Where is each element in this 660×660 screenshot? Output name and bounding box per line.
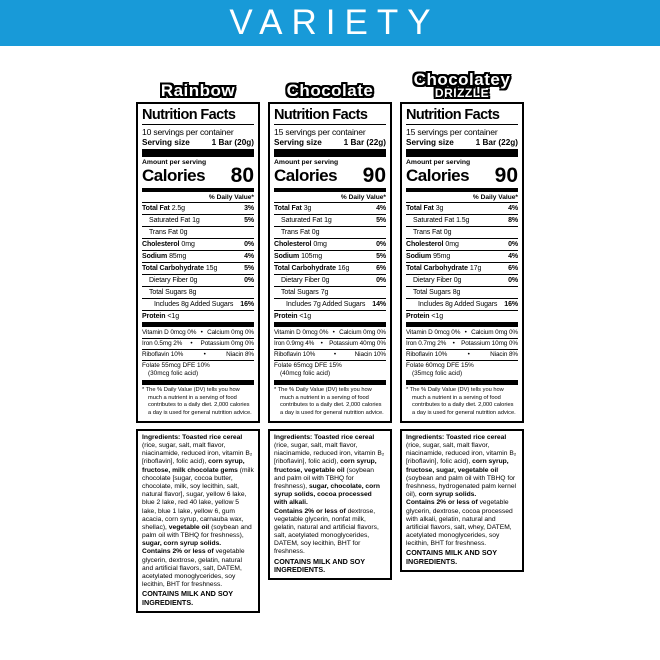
nutrient-daily-value: 16% [504, 301, 518, 309]
divider-thick [274, 322, 386, 327]
serving-size-label: Serving size [406, 137, 454, 147]
nutrient-amount: <1g [299, 313, 311, 321]
ingredients-paragraph [142, 590, 254, 608]
servings-per-container: 15 servings per container [274, 126, 366, 137]
nutrient-row [142, 226, 254, 238]
nutrient-daily-value: 4% [376, 205, 386, 213]
micronutrient-left: Riboflavin 10% [274, 350, 316, 358]
ingredient-bold-text: corn syrup, fructose, milk chocolate gems [142, 458, 245, 474]
nutrient-rows [274, 202, 386, 322]
nutrient-daily-value: 0% [244, 277, 254, 285]
ingredient-bold-text: corn syrup, fructose, sugar, vegetable oil [406, 458, 509, 474]
ingredient-bold-text: sugar, corn syrup solids. [142, 540, 222, 548]
amount-per-serving-label: Amount per serving [406, 159, 471, 166]
micronutrient-left: Vitamin D 0mcg 0% [406, 328, 461, 336]
daily-value-footnote: * The % Daily Value (DV) tells you how much a nutrient in a serving of food contributes to a daily diet. 2,000 calories a day is used for general nutrition advice. [406, 387, 516, 416]
nutrient-name: Total Carbohydrate [406, 265, 468, 273]
nutrient-name: Includes 8g Added Sugars [154, 301, 234, 309]
variety-subname: DRIZZLE [434, 86, 490, 100]
micronutrient-left: Riboflavin 10% [142, 350, 184, 358]
nutrient-amount: 0g [321, 277, 330, 285]
nutrient-amount: 1.5g [456, 217, 470, 225]
nutrient-daily-value: 6% [508, 265, 518, 273]
micronutrient-right: Calcium 0mg 0% [339, 328, 386, 336]
folate-row [274, 361, 386, 381]
daily-value-header: % Daily Value* [340, 193, 386, 201]
micronutrient-right: Potassium 40mg 0% [329, 339, 386, 347]
micronutrient-left: Vitamin D 0mcg 0% [274, 328, 329, 336]
nutrient-row [406, 250, 518, 262]
nutrient-row [406, 274, 518, 286]
daily-value-header: % Daily Value* [472, 193, 518, 201]
ingredient-text: dextrose, vegetable glycerin, nonfat milk, gelatin, natural and artificial flavors, salt, acetylated monoglycerides, DATEM, soy lecithin, BHT for freshness. [274, 507, 379, 556]
variety-column-chocolatey-drizzle [400, 56, 524, 613]
ingredients-paragraph [406, 434, 518, 499]
variety-name: Chocolatey [413, 70, 511, 89]
serving-size-row [406, 137, 518, 149]
variety-header [400, 56, 524, 102]
ingredient-bold-text: Contains 2% or less of [142, 548, 214, 556]
nutrient-row [274, 286, 386, 298]
bullet-separator: • [467, 350, 470, 358]
daily-value-footnote: * The % Daily Value (DV) tells you how much a nutrient in a serving of food contributes to a daily diet. 2,000 calories a day is used for general nutrition advice. [274, 387, 384, 416]
micronutrient-right: Calcium 0mg 0% [207, 328, 254, 336]
divider-thick [406, 322, 518, 327]
nutrient-amount: 8g [452, 289, 461, 297]
micronutrient-right: Niacin 10% [354, 350, 386, 358]
folate-row [142, 361, 254, 381]
nutrient-row [142, 262, 254, 274]
nutrition-facts-title: Nutrition Facts [406, 107, 518, 125]
nutrient-row [142, 214, 254, 226]
micronutrient-row [142, 350, 254, 361]
nutrient-daily-value: 6% [376, 265, 386, 273]
ingredient-bold-text: corn syrup solids. [418, 491, 477, 499]
ingredient-bold-text: Ingredients: Toasted rice cereal [142, 433, 243, 441]
ingredient-text: (soybean and palm oil with TBHQ for freshness), [274, 466, 374, 490]
nutrient-name: Total Carbohydrate [142, 265, 204, 273]
ingredient-text: (soybean and palm oil with TBHQ for freshness), [142, 523, 252, 540]
micronutrient-left: Riboflavin 10% [406, 350, 448, 358]
micronutrient-right: Niacin 8% [490, 350, 518, 358]
nutrient-daily-value: 0% [376, 277, 386, 285]
nutrient-name: Cholesterol [406, 241, 444, 249]
micronutrient-row [274, 328, 386, 339]
nutrient-row [142, 202, 254, 214]
nutrient-row [406, 214, 518, 226]
nutrient-row [406, 286, 518, 298]
nutrient-row [274, 250, 386, 262]
nutrient-name: Dietary Fiber [413, 277, 452, 285]
nutrient-row [274, 238, 386, 250]
nutrient-name: Dietary Fiber [149, 277, 188, 285]
nutrient-daily-value: 5% [244, 265, 254, 273]
nutrient-row [406, 310, 518, 322]
labels-row [0, 56, 660, 613]
calories-label: Calories [142, 166, 206, 185]
ingredient-bold-text: vegetable oil [168, 523, 210, 531]
ingredient-bold-text: corn syrup, fructose, vegetable oil [274, 458, 377, 474]
nutrient-row [406, 298, 518, 310]
bullet-separator: • [320, 339, 323, 347]
nutrient-row [274, 262, 386, 274]
variety-banner [0, 0, 660, 46]
daily-value-footnote: * The % Daily Value (DV) tells you how much a nutrient in a serving of food contributes to a daily diet. 2,000 calories a day is used for general nutrition advice. [142, 387, 252, 416]
nutrition-facts-panel [268, 102, 392, 423]
calories-value: 90 [362, 164, 386, 188]
nutrient-amount: 2.5g [171, 205, 185, 213]
micronutrient-rows [142, 328, 254, 361]
micronutrient-left: Iron 0.7mg 2% [406, 339, 447, 347]
nutrient-name: Saturated Fat [413, 217, 455, 225]
nutrient-name: Includes 8g Added Sugars [418, 301, 498, 309]
folate-line-2: (35mcg folic acid) [412, 370, 463, 378]
bullet-separator: • [333, 350, 337, 358]
nutrient-daily-value: 5% [376, 217, 386, 225]
serving-size-value: 1 Bar (22g) [475, 137, 518, 147]
amount-per-serving-label: Amount per serving [274, 159, 339, 166]
nutrient-name: Protein [274, 313, 298, 321]
nutrient-amount: 15g [205, 265, 218, 273]
nutrient-row [142, 238, 254, 250]
nutrient-name: Total Fat [406, 205, 434, 213]
nutrient-amount: 0g [189, 277, 198, 285]
nutrient-row [274, 298, 386, 310]
nutrient-amount: 0g [311, 229, 320, 237]
ingredients-panel [400, 429, 524, 572]
nutrient-name: Sodium [142, 253, 168, 261]
nutrient-name: Total Fat [142, 205, 170, 213]
folate-row [406, 361, 518, 381]
ingredient-text: vegetable glycerin, dextrose, cocoa processed with alkali, gelatin, natural and artificial flavors, salt, whey, DATEM, acetylated monoglycerides, soy lecithin, BHT for freshness. [406, 499, 513, 548]
nutrient-amount: 1g [324, 217, 332, 225]
micronutrient-right: Calcium 0mg 0% [471, 328, 518, 336]
nutrient-daily-value: 0% [508, 277, 518, 285]
divider-thick [406, 149, 518, 157]
ingredient-text: (milk chocolate [sugar, cocoa butter, chocolate, milk, soy lecithin, salt, natural flavor], sugar, yellow 6 lake, blue 2 lake, red 40 lake, yellow 5 lake, blue 1 lake, yellow 6, gum acacia, corn syrup, carnauba wax, shellac), [142, 466, 254, 531]
nutrient-name: Trans Fat [413, 229, 442, 237]
nutrient-name: Saturated Fat [281, 217, 323, 225]
serving-size-label: Serving size [142, 137, 190, 147]
calories-row [406, 166, 518, 186]
micronutrient-row [406, 339, 518, 350]
calories-label: Calories [406, 166, 470, 185]
ingredients-paragraph [142, 434, 254, 548]
nutrient-name: Total Fat [274, 205, 302, 213]
calories-value: 90 [494, 164, 518, 188]
micronutrient-row [142, 339, 254, 350]
serving-size-label: Serving size [274, 137, 322, 147]
variety-header [136, 56, 260, 102]
divider-thick [142, 322, 254, 327]
bullet-separator: • [200, 328, 203, 336]
nutrient-amount: 0mg [445, 241, 459, 249]
nutrient-amount: 1g [192, 217, 200, 225]
nutrient-amount: 85mg [169, 253, 187, 261]
variety-name: Rainbow [160, 81, 236, 100]
nutrient-row [406, 262, 518, 274]
calories-row [142, 166, 254, 186]
nutrient-row [274, 202, 386, 214]
calories-row [274, 166, 386, 186]
nutrient-row [406, 238, 518, 250]
serving-size-row [142, 137, 254, 149]
ingredients-panel [136, 429, 260, 613]
nutrient-daily-value: 4% [244, 253, 254, 261]
nutrient-rows [406, 202, 518, 322]
nutrient-name: Protein [142, 313, 166, 321]
ingredients-paragraph [142, 548, 254, 589]
ingredients-paragraph [406, 499, 518, 548]
nutrient-amount: 8g [188, 289, 197, 297]
nutrient-row [142, 250, 254, 262]
micronutrient-rows [406, 328, 518, 361]
nutrient-name: Trans Fat [149, 229, 178, 237]
nutrient-amount: 0g [453, 277, 462, 285]
folate-line-2: (40mcg folic acid) [280, 370, 331, 378]
nutrient-row [274, 226, 386, 238]
nutrient-name: Total Sugars [149, 289, 187, 297]
folate-line: Folate 60mcg DFE 15% [406, 362, 474, 370]
bullet-separator: • [464, 328, 467, 336]
ingredient-text: (rice, sugar, salt, malt flavor, niacinamide, reduced iron, vitamin B₂ [riboflavin], folic acid), [406, 442, 517, 466]
nutrient-row [274, 310, 386, 322]
divider-thick [274, 149, 386, 157]
folate-line: Folate 65mcg DFE 15% [274, 362, 342, 370]
nutrient-row [142, 298, 254, 310]
variety-name: Chocolate [286, 81, 374, 100]
nutrient-amount: 3g [303, 205, 312, 213]
micronutrient-row [274, 339, 386, 350]
nutrient-amount: 17g [469, 265, 482, 273]
nutrient-daily-value: 16% [240, 301, 254, 309]
variety-column-rainbow [136, 56, 260, 613]
micronutrient-right: Niacin 8% [226, 350, 254, 358]
nutrient-daily-value: 4% [508, 205, 518, 213]
nutrient-amount: 105mg [301, 253, 322, 261]
micronutrient-rows [274, 328, 386, 361]
nutrient-amount: 16g [337, 265, 350, 273]
nutrient-row [142, 286, 254, 298]
nutrient-name: Total Sugars [281, 289, 319, 297]
ingredient-text: vegetable glycerin, dextrose, gelatin, natural and artificial flavors, salt, DATEM, acetylated monoglycerides, soy lecithin, BHT for freshness. [142, 548, 245, 589]
servings-per-container: 10 servings per container [142, 126, 234, 137]
ingredient-bold-text: Contains 2% or less of [406, 499, 478, 507]
ingredient-bold-text: CONTAINS MILK AND SOY INGREDIENTS. [142, 589, 233, 608]
ingredient-text: (soybean and palm oil with TBHQ for freshness, hydrogenated palm kernel oil), [406, 474, 517, 499]
nutrient-amount: 95mg [433, 253, 451, 261]
nutrient-amount: <1g [167, 313, 179, 321]
nutrient-amount: 0g [443, 229, 452, 237]
nutrient-daily-value: 8% [508, 217, 518, 225]
ingredient-text: (rice, sugar, salt, malt flavor, niacinamide, reduced iron, vitamin B₂ [riboflavin], folic acid), [274, 442, 385, 466]
micronutrient-left: Vitamin D 0mcg 0% [142, 328, 197, 336]
ingredient-bold-text: CONTAINS MILK AND SOY INGREDIENTS. [274, 556, 365, 575]
nutrient-row [406, 226, 518, 238]
serving-size-value: 1 Bar (22g) [343, 137, 386, 147]
servings-per-container: 15 servings per container [406, 126, 498, 137]
nutrient-row [274, 214, 386, 226]
divider-thick [142, 149, 254, 157]
bullet-separator: • [332, 328, 335, 336]
nutrient-name: Sodium [274, 253, 300, 261]
micronutrient-row [406, 328, 518, 339]
nutrient-daily-value: 0% [244, 241, 254, 249]
bullet-separator: • [203, 350, 206, 358]
variety-column-chocolate [268, 56, 392, 613]
micronutrient-left: Iron 0.5mg 2% [142, 339, 183, 347]
variety-header [268, 56, 392, 102]
nutrition-facts-panel [400, 102, 524, 423]
nutrient-daily-value: 5% [244, 217, 254, 225]
nutrient-amount: <1g [431, 313, 443, 321]
ingredient-bold-text: Ingredients: Toasted rice cereal [274, 433, 375, 441]
serving-size-value: 1 Bar (20g) [211, 137, 254, 147]
micronutrient-row [142, 328, 254, 339]
micronutrient-row [274, 350, 386, 361]
nutrient-name: Sodium [406, 253, 432, 261]
nutrient-name: Total Carbohydrate [274, 265, 336, 273]
nutrient-daily-value: 14% [372, 301, 386, 309]
amount-per-serving-label: Amount per serving [142, 159, 207, 166]
nutrient-amount: 0mg [313, 241, 327, 249]
micronutrient-row [406, 350, 518, 361]
nutrient-name: Dietary Fiber [281, 277, 320, 285]
ingredient-bold-text: CONTAINS MILK AND SOY INGREDIENTS. [406, 548, 497, 567]
serving-size-row [274, 137, 386, 149]
ingredient-bold-text: Ingredients: Toasted rice cereal [406, 433, 507, 441]
nutrient-amount: 0g [179, 229, 188, 237]
nutrient-name: Includes 7g Added Sugars [286, 301, 366, 309]
nutrient-name: Trans Fat [281, 229, 310, 237]
nutrient-row [142, 310, 254, 322]
folate-line: Folate 55mcg DFE 10% [142, 362, 210, 370]
nutrient-name: Protein [406, 313, 430, 321]
micronutrient-right: Potassium 0mg 0% [200, 339, 254, 347]
nutrient-row [142, 274, 254, 286]
nutrient-rows [142, 202, 254, 322]
ingredients-paragraph [274, 558, 386, 576]
nutrient-name: Saturated Fat [149, 217, 191, 225]
nutrient-name: Total Sugars [413, 289, 451, 297]
nutrient-name: Cholesterol [274, 241, 312, 249]
micronutrient-right: Potassium 10mg 0% [461, 339, 518, 347]
banner-title: VARIETY [229, 3, 440, 42]
micronutrient-left: Iron 0.9mg 4% [274, 339, 315, 347]
bullet-separator: • [452, 339, 455, 347]
bullet-separator: • [190, 339, 193, 347]
ingredients-paragraph [406, 549, 518, 567]
ingredients-paragraph [274, 434, 386, 508]
ingredient-bold-text: Contains 2% or less of [274, 507, 346, 515]
ingredients-panel [268, 429, 392, 580]
folate-line-2: (30mcg folic acid) [148, 370, 199, 378]
calories-label: Calories [274, 166, 338, 185]
nutrient-daily-value: 4% [508, 253, 518, 261]
ingredients-paragraph [274, 508, 386, 557]
nutrient-daily-value: 0% [376, 241, 386, 249]
ingredient-text: (rice, sugar, salt, malt flavor, niacinamide, reduced iron, vitamin B₂ [riboflavin], folic acid), [142, 442, 253, 466]
nutrient-amount: 7g [320, 289, 329, 297]
nutrient-daily-value: 5% [376, 253, 386, 261]
nutrition-facts-panel [136, 102, 260, 423]
nutrient-daily-value: 3% [244, 205, 254, 213]
nutrient-row [274, 274, 386, 286]
nutrition-facts-title: Nutrition Facts [142, 107, 254, 125]
nutrient-amount: 0mg [181, 241, 195, 249]
calories-value: 80 [230, 164, 254, 188]
nutrition-facts-title: Nutrition Facts [274, 107, 386, 125]
nutrient-name: Cholesterol [142, 241, 180, 249]
nutrient-row [406, 202, 518, 214]
nutrient-daily-value: 0% [508, 241, 518, 249]
daily-value-header: % Daily Value* [208, 193, 254, 201]
nutrient-amount: 3g [435, 205, 444, 213]
ingredient-bold-text: sugar, chocolate, corn syrup solids, cocoa processed with alkali. [274, 483, 380, 507]
